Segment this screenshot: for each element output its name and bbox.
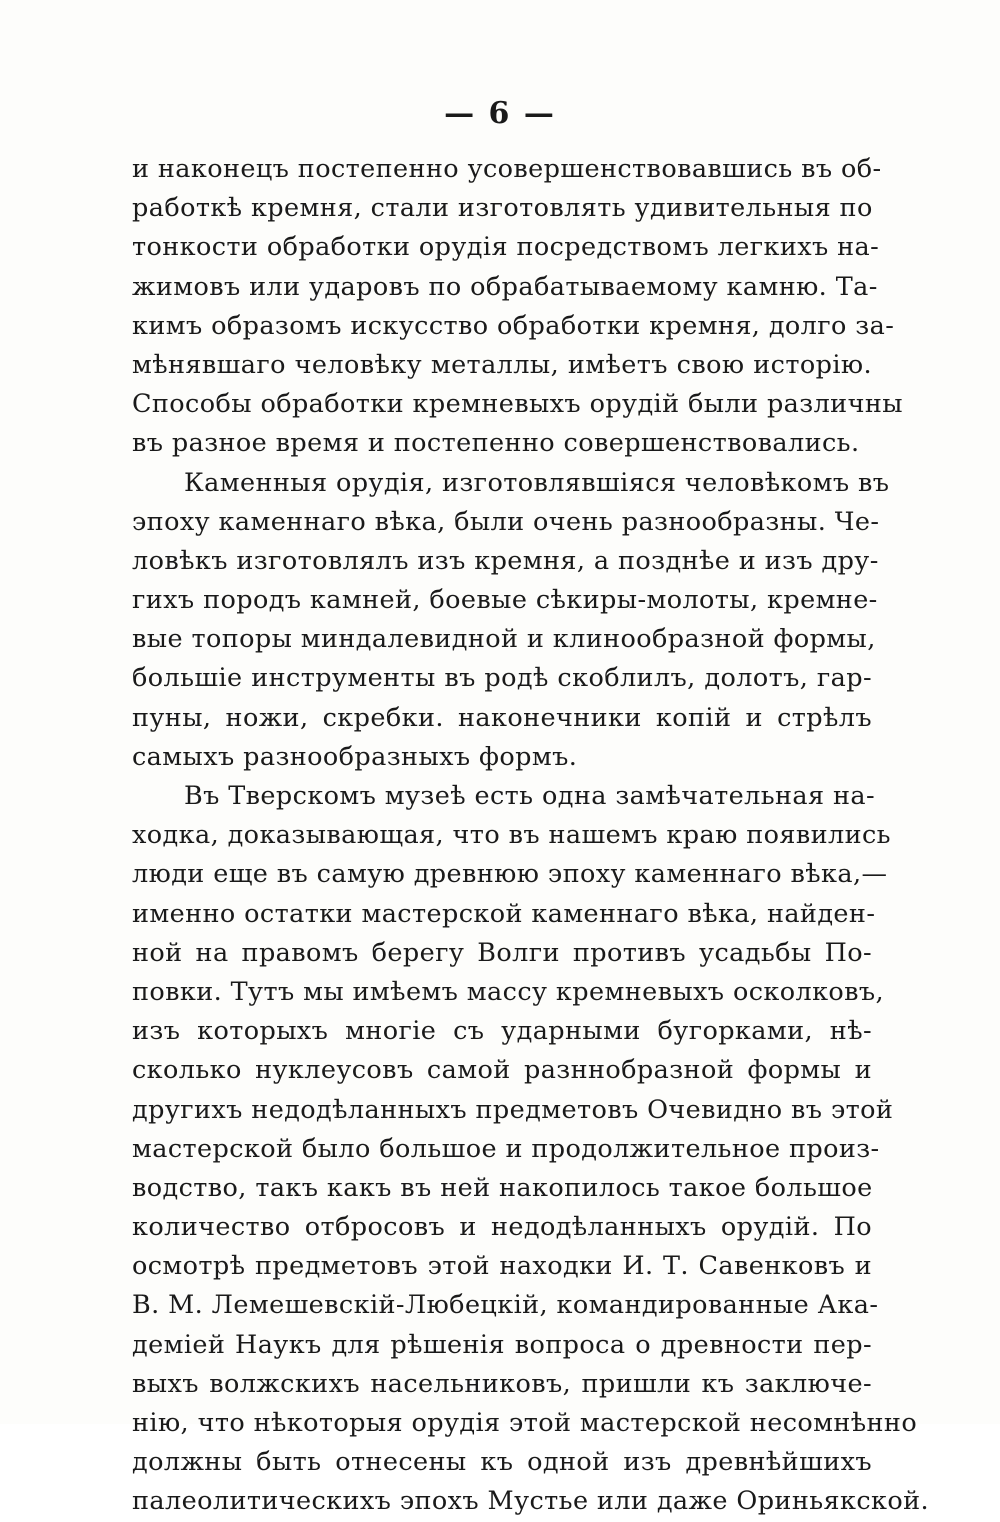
text-line: Въ Тверскомъ музеѣ есть одна замѣчательная на- bbox=[184, 781, 875, 811]
text-line: въ разное время и постепенно совершенствовались. bbox=[132, 428, 860, 459]
text-line: ловѣкъ изготовлялъ изъ кремня, а позднѣе и изъ дру- bbox=[132, 545, 879, 576]
text-line: В. М. Лемешевскій-Любецкій, командированные Ака- bbox=[132, 1290, 879, 1321]
text-line: Каменныя орудія, изготовлявшіяся человѣкомъ въ bbox=[184, 467, 890, 498]
text-line: мѣнявшаго человѣку металлы, имѣетъ свою исторію. bbox=[132, 349, 872, 380]
text-line: люди еще въ самую древнюю эпоху каменнаго вѣка,— bbox=[132, 859, 888, 890]
text-line: пуны, ножи, скребки. наконечники копій и стрѣлъ bbox=[132, 702, 872, 733]
text-line: ходка, доказывающая, что въ нашемъ краю появились bbox=[132, 820, 891, 851]
text-line: большіе инструменты въ родѣ скоблилъ, долотъ, гар- bbox=[132, 663, 872, 694]
text-line: ной на правомъ берегу Волги противъ усадьбы По- bbox=[132, 937, 872, 968]
text-line: Способы обработки кремневыхъ орудій были различны bbox=[132, 389, 903, 420]
text-line: жимовъ или ударовъ по обрабатываемому камню. Та- bbox=[132, 271, 878, 302]
paragraph-1 bbox=[132, 150, 903, 464]
text-line: эпоху каменнаго вѣка, были очень разнообразны. Че- bbox=[132, 506, 880, 537]
text-line: нію, что нѣкоторыя орудія этой мастерской несомнѣнно bbox=[132, 1408, 918, 1438]
text-line: тонкости обработки орудія посредствомъ легкихъ на- bbox=[132, 232, 880, 263]
text-line: сколько нуклеусовъ самой разннобразной формы и bbox=[132, 1055, 872, 1086]
text-line: должны быть отнесены къ одной изъ древнѣйшихъ bbox=[132, 1447, 872, 1478]
text-line: выхъ волжскихъ насельниковъ, пришли къ заключе- bbox=[132, 1368, 872, 1399]
text-line: количество отбросовъ и недодѣланныхъ орудій. По bbox=[132, 1212, 872, 1243]
text-line: гихъ породъ камней, боевые сѣкиры-молоты, кремне- bbox=[132, 585, 878, 616]
text-line: вые топоры миндалевидной и клинообразной формы, bbox=[132, 624, 876, 655]
text-line: водство, такъ какъ въ ней накопилось такое большое bbox=[132, 1172, 873, 1203]
page-number: — 6 — bbox=[444, 96, 556, 131]
text-line: палеолитическихъ эпохъ Мустье или даже Ориньякской. bbox=[132, 1486, 929, 1517]
text-line: и наконецъ постепенно усовершенствовавшись въ об- bbox=[132, 154, 882, 184]
paragraph-3 bbox=[132, 777, 929, 1522]
paragraph-2 bbox=[132, 464, 890, 778]
text-line: мастерской было большое и продолжительное произ- bbox=[132, 1133, 880, 1164]
text-line: другихъ недодѣланныхъ предметовъ Очевидно въ этой bbox=[132, 1094, 894, 1125]
text-line: кимъ образомъ искусство обработки кремня, долго за- bbox=[132, 310, 895, 341]
text-line: именно остатки мастерской каменнаго вѣка, найден- bbox=[132, 898, 876, 929]
text-line: повки. Тутъ мы имѣемъ массу кремневыхъ осколковъ, bbox=[132, 976, 885, 1007]
text-line: осмотрѣ предметовъ этой находки И. Т. Савенковъ и bbox=[132, 1251, 872, 1282]
text-line: изъ которыхъ многіе съ ударными бугорками, нѣ- bbox=[132, 1016, 872, 1047]
text-line: деміей Наукъ для рѣшенія вопроса о древности пер- bbox=[132, 1329, 872, 1360]
text-line: работкѣ кремня, стали изготовлять удивительныя по bbox=[132, 193, 873, 224]
text-line: самыхъ разнообразныхъ формъ. bbox=[132, 741, 578, 772]
body-text bbox=[132, 150, 929, 1522]
